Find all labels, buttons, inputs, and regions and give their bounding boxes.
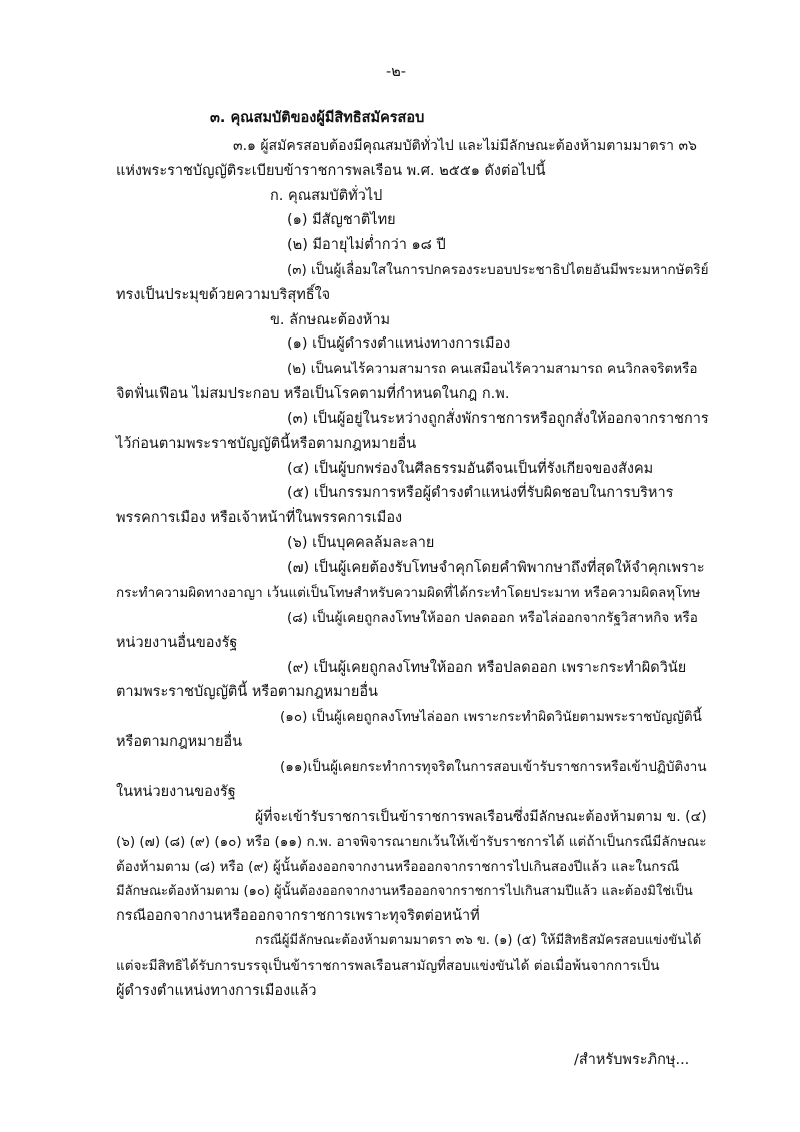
list-item: (๔) เป็นผู้บกพร่องในศีลธรรมอันดีจนเป็นที่รังเกียจของสังคม [287,461,654,477]
list-item: (๖) เป็นบุคคลล้มละลาย [287,535,435,551]
subsection-heading: ก. คุณสมบัติทั่วไป [270,188,383,204]
list-item: (๓) เป็นผู้เลื่อมใสในการปกครองระบอบประชาธิปไตยอันมีพระมหากษัตริย์ [287,262,709,278]
paragraph-line: ผู้ดำรงตำแหน่งทางการเมืองแล้ว [116,983,317,999]
paragraph-line: แต่จะมีสิทธิได้รับการบรรจุเป็นข้าราชการพลเรือนสามัญที่สอบแข่งขันได้ ต่อเมื่อพ้นจากการเป็น [116,958,660,974]
list-item: (๑) มีสัญชาติไทย [287,212,396,228]
paragraph-line: แห่งพระราชบัญญัติระเบียบข้าราชการพลเรือน พ.ศ. ๒๕๕๑ ดังต่อไปนี้ [116,163,546,179]
paragraph-line: ๓.๑ ผู้สมัครสอบต้องมีคุณสมบัติทั่วไป และไม่มีลักษณะต้องห้ามตามมาตรา ๓๖ [233,138,697,154]
section-heading: ๓. คุณสมบัติของผู้มีสิทธิสมัครสอบ [210,110,425,126]
list-item-continued: ในหน่วยงานของรัฐ [116,784,236,800]
list-item: (๒) เป็นคนไร้ความสามารถ คนเสมือนไร้ความสามารถ คนวิกลจริตหรือ [287,361,698,377]
paragraph-line: (๖) (๗) (๘) (๙) (๑๐) หรือ (๑๑) ก.พ. อาจพิจารณายกเว้นให้เข้ารับราชการได้ แต่ถ้าเป็นกรณีมีลักษณะ [116,834,707,850]
subsection-heading: ข. ลักษณะต้องห้าม [270,312,391,328]
paragraph-line: ผู้ที่จะเข้ารับราชการเป็นข้าราชการพลเรือนซึ่งมีลักษณะต้องห้ามตาม ข. (๔) [255,809,707,825]
continuation-note: /สำหรับพระภิกษุ... [574,1052,690,1068]
page-number: -๒- [386,64,407,80]
list-item: (๒) มีอายุไม่ต่ำกว่า ๑๘ ปี [287,237,446,253]
list-item-continued: พรรคการเมือง หรือเจ้าหน้าที่ในพรรคการเมือง [116,510,403,526]
list-item: (๑) เป็นผู้ดำรงตำแหน่งทางการเมือง [287,336,511,352]
list-item-continued: หรือตามกฎหมายอื่น [116,734,243,750]
list-item-continued: ไว้ก่อนตามพระราชบัญญัตินี้หรือตามกฎหมายอื่น [116,436,417,452]
paragraph-line: กรณีผู้มีลักษณะต้องห้ามตามมาตรา ๓๖ ข. (๑) (๕) ให้มีสิทธิสมัครสอบแข่งขันได้ [255,933,702,948]
list-item: (๓) เป็นผู้อยู่ในระหว่างถูกสั่งพักราชการหรือถูกสั่งให้ออกจากราชการ [287,411,709,427]
list-item: (๙) เป็นผู้เคยถูกลงโทษให้ออก หรือปลดออก เพราะกระทำผิดวินัย [287,660,687,676]
list-item-continued: จิตฟั่นเฟือน ไม่สมประกอบ หรือเป็นโรคตามที่กำหนดในกฎ ก.พ. [116,386,510,402]
list-item: (๗) เป็นผู้เคยต้องรับโทษจำคุกโดยคำพิพากษาถึงที่สุดให้จำคุกเพราะ [287,560,705,576]
list-item: (๑๑)เป็นผู้เคยกระทำการทุจริตในการสอบเข้ารับราชการหรือเข้าปฏิบัติงาน [280,759,707,775]
list-item-continued: กระทำความผิดทางอาญา เว้นแต่เป็นโทษสำหรับความผิดที่ได้กระทำโดยประมาท หรือความผิดลหุโทษ [116,585,701,601]
list-item: (๑๐) เป็นผู้เคยถูกลงโทษไล่ออก เพราะกระทำผิดวินัยตามพระราชบัญญัตินี้ [280,709,702,725]
list-item-continued: หน่วยงานอื่นของรัฐ [116,635,238,651]
paragraph-line: มีลักษณะต้องห้ามตาม (๑๐) ผู้นั้นต้องออกจากงานหรือออกจากราชการไปเกินสามปีแล้ว และต้องมิใช่เป็น [116,884,693,899]
list-item-continued: ทรงเป็นประมุขด้วยความบริสุทธิ์ใจ [116,287,331,303]
list-item: (๕) เป็นกรรมการหรือผู้ดำรงตำแหน่งที่รับผิดชอบในการบริหาร [287,485,674,501]
paragraph-line: ต้องห้ามตาม (๘) หรือ (๙) ผู้นั้นต้องออกจากงานหรือออกจากราชการไปเกินสองปีแล้ว และในกรณี [116,859,680,875]
list-item-continued: ตามพระราชบัญญัตินี้ หรือตามกฎหมายอื่น [116,684,378,700]
list-item: (๘) เป็นผู้เคยถูกลงโทษให้ออก ปลดออก หรือไล่ออกจากรัฐวิสาหกิจ หรือ [287,610,698,626]
paragraph-line: กรณีออกจากงานหรือออกจากราชการเพราะทุจริตต่อหน้าที่ [116,908,480,924]
